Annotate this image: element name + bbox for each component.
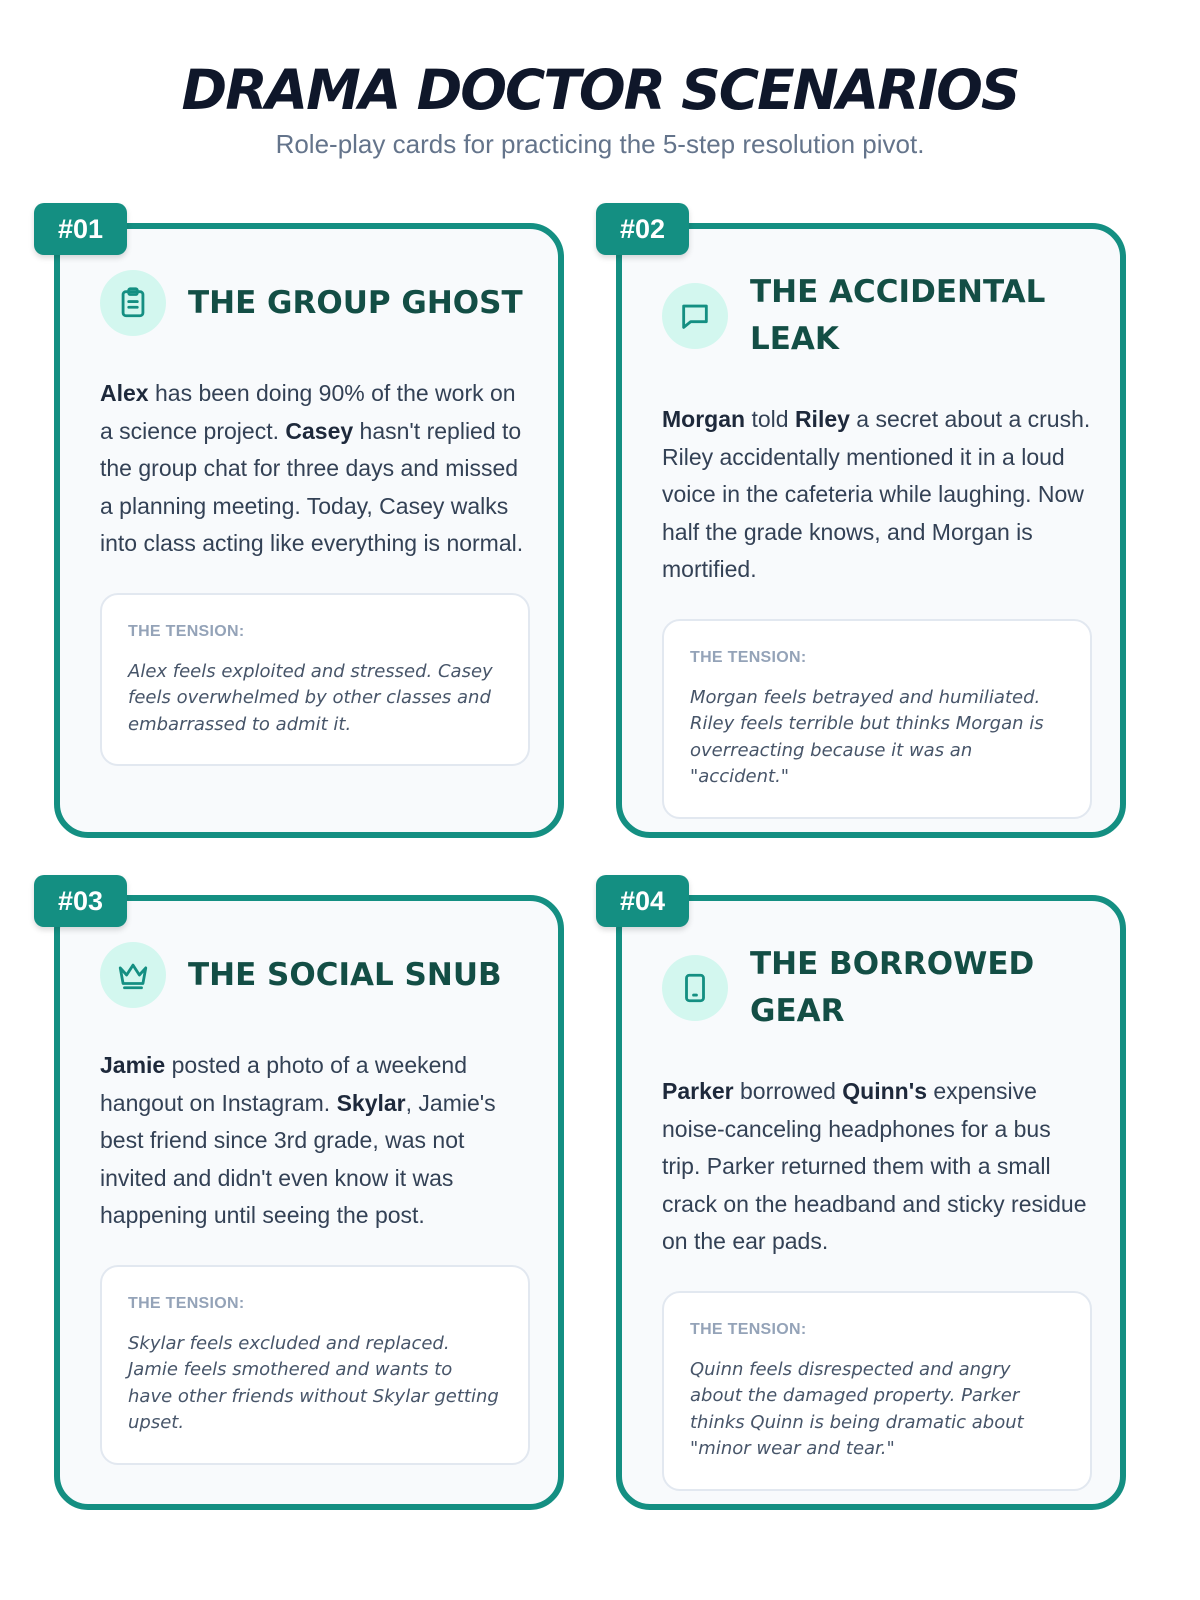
- card-description: Alex has been doing 90% of the work on a science project. Casey hasn't replied to the group chat for three days and missed a planning meeting. Today, Casey walks into class acting like everything is normal.: [100, 380, 524, 556]
- scenario-card: [54, 223, 564, 838]
- tension-label: THE TENSION:: [690, 1320, 807, 1338]
- card-badge: #04: [596, 875, 689, 927]
- card-description: Jamie posted a photo of a weekend hangout on Instagram. Skylar, Jamie's best friend since 3rd grade, was not invited and didn't even know it was happening until seeing the post.: [100, 1052, 496, 1228]
- tension-text: Morgan feels betrayed and humiliated. Riley feels terrible but thinks Morgan is overreacting because it was an "accident.": [690, 686, 1044, 787]
- page-title: DRAMA DOCTOR SCENARIOS: [181, 58, 1019, 122]
- card-badge: #02: [596, 203, 689, 255]
- person-name: Jamie: [100, 1052, 166, 1078]
- card-title: THE GROUP GHOST: [188, 284, 523, 321]
- card-title: THE BORROWED GEAR: [750, 946, 1035, 1029]
- crown-icon: [100, 942, 166, 1008]
- tension-box: [662, 1291, 1092, 1491]
- card-title: THE ACCIDENTAL LEAK: [750, 274, 1046, 357]
- person-name: Skylar: [336, 1089, 406, 1116]
- person-name: Casey: [285, 417, 354, 444]
- tension-text: Quinn feels disrespected and angry about the damaged property. Parker thinks Quinn is being dramatic about "minor wear and tear.": [690, 1358, 1024, 1459]
- tension-text: Alex feels exploited and stressed. Casey feels overwhelmed by other classes and embarrassed to admit it.: [128, 660, 493, 735]
- tension-box: [662, 619, 1092, 819]
- scenario-card: [616, 895, 1126, 1510]
- card-description: Parker borrowed Quinn's expensive noise-canceling headphones for a bus trip. Parker returned them with a small crack on the headband and sticky residue on the ear pads.: [662, 1078, 1087, 1254]
- person-name: Quinn's: [842, 1078, 927, 1104]
- person-name: Morgan: [662, 406, 746, 432]
- tension-label: THE TENSION:: [128, 622, 245, 640]
- tension-text: Skylar feels excluded and replaced. Jamie feels smothered and wants to have other friends without Skylar getting upset.: [128, 1332, 499, 1433]
- person-name: Riley: [794, 406, 850, 432]
- person-name: Parker: [662, 1078, 734, 1104]
- tension-label: THE TENSION:: [128, 1294, 245, 1312]
- page-header: [0, 55, 1200, 161]
- clipboard-icon: [100, 270, 166, 336]
- scenario-card: [616, 223, 1126, 838]
- card-badge: #03: [34, 875, 127, 927]
- person-name: Alex: [100, 380, 149, 406]
- chat-bubble-icon: [662, 283, 728, 349]
- card-title: THE SOCIAL SNUB: [188, 956, 502, 993]
- tension-label: THE TENSION:: [690, 648, 807, 666]
- scenario-card: [54, 895, 564, 1510]
- tablet-icon: [662, 955, 728, 1021]
- tension-box: [100, 593, 530, 767]
- card-badge: #01: [34, 203, 127, 255]
- tension-box: [100, 1265, 530, 1465]
- card-description: Morgan told Riley a secret about a crush. Riley accidentally mentioned it in a loud voice in the cafeteria while laughing. Now half the grade knows, and Morgan is mortified.: [662, 406, 1091, 582]
- page-subtitle: Role-play cards for practicing the 5-step resolution pivot.: [275, 129, 925, 159]
